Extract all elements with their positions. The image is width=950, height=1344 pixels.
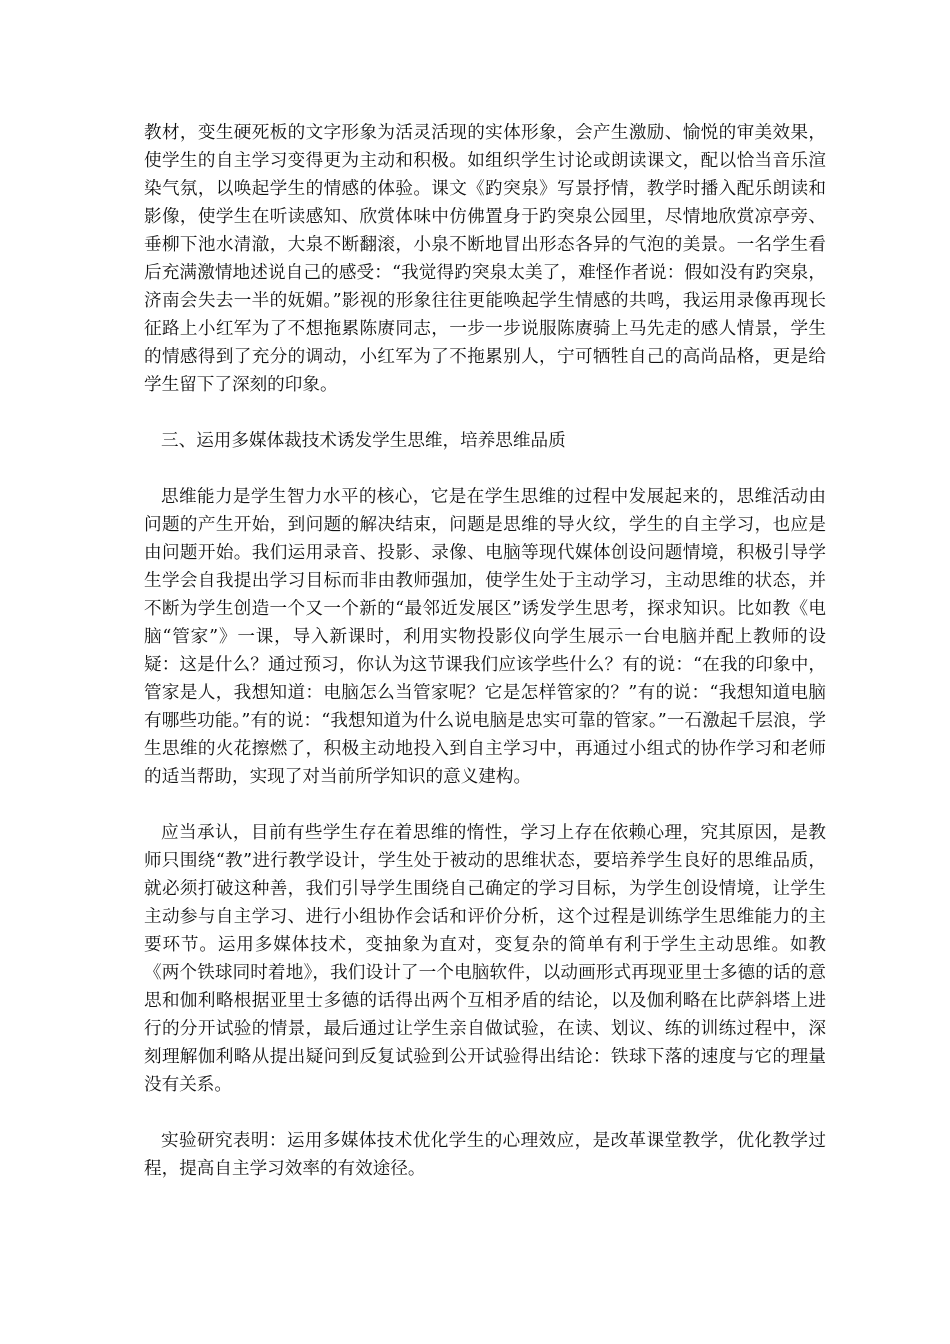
section-heading-thinking: 三、运用多媒体裁技术诱发学生思维，培养思维品质 — [161, 431, 566, 451]
paragraph-conclusion: 实验研究表明：运用多媒体技术优化学生的心理效应，是改革课堂教学，优化教学过程，提高自主学习效率的有效途径。 — [144, 1131, 826, 1179]
document-body — [144, 119, 826, 1211]
paragraph-thinking-ability: 思维能力是学生智力水平的核心，它是在学生思维的过程中发展起来的，思维活动由问题的产生开始，到问题的解决结束，问题是思维的导火纹，学生的自主学习，也应是由问题开始。我们运用录音、投影、录像、电脑等现代媒体创设问题情境，积极引导学生学会自我提出学习目标而非由教师强加，使学生处于主动学习，主动思维的状态，并不断为学生创造一个又一个新的“最邻近发展区”诱发学生思考，探求知识。比如教《电脑“管家”》一课，导入新课时，利用实物投影仪向学生展示一台电脑并配上教师的设疑：这是什么？通过预习，你认为这节课我们应该学些什么？有的说：“在我的印象中，管家是人，我想知道：电脑怎么当管家呢？它是怎样管家的？”有的说：“我想知道电脑有哪些功能。”有的说：“我想知道为什么说电脑是忠实可靠的管家。”一石激起千层浪，学生思维的火花擦燃了，积极主动地投入到自主学习中，再通过小组式的协作学习和老师的适当帮助，实现了对当前所学知识的意义建构。 — [144, 487, 826, 787]
paragraph-multimedia-emotion: 教材，变生硬死板的文字形象为活灵活现的实体形象，会产生激励、愉悦的审美效果，使学生的自主学习变得更为主动和积极。如组织学生讨论或朗读课文，配以恰当音乐渲染气氛，以唤起学生的情感的体验。课文《趵突泉》写景抒情，教学时播入配乐朗读和影像，使学生在听读感知、欣赏体味中仿佛置身于趵突泉公园里，尽情地欣赏凉亭旁、垂柳下池水清澈，大泉不断翻滚，小泉不断地冒出形态各异的气泡的美景。一名学生看后充满激情地述说自己的感受：“我觉得趵突泉太美了，难怪作者说：假如没有趵突泉，济南会失去一半的妩媚。”影视的形象往往更能唤起学生情感的共鸣，我运用录像再现长征路上小红军为了不想拖累陈赓同志，一步一步说服陈赓骑上马先走的感人情景，学生的情感得到了充分的调动，小红军为了不拖累别人，宁可牺牲自己的高尚品格，更是给学生留下了深刻的印象。 — [144, 123, 826, 395]
paragraph-thinking-inertia: 应当承认，目前有些学生存在着思维的惰性，学习上存在依赖心理，究其原因，是教师只围绕“教”进行教学设计，学生处于被动的思维状态，要培养学生良好的思维品质，就必须打破这种善，我们引导学生围绕自己确定的学习目标，为学生创设情境，让学生主动参与自主学习、进行小组协作会话和评价分析，这个过程是训练学生思维能力的主要环节。运用多媒体技术，变抽象为直对，变复杂的简单有利于学生主动思维。如教《两个铁球同时着地》，我们设计了一个电脑软件，以动画形式再现亚里士多德的话的意思和伽利略根据亚里士多德的话得出两个互相矛盾的结论，以及伽利略在比萨斜塔上进行的分开试验的情景，最后通过让学生亲自做试验，在读、划议、练的训练过程中，深刻理解伽利略从提出疑问到反复试验到公开试验得出结论：铁球下落的速度与它的理量没有关系。 — [144, 823, 826, 1095]
